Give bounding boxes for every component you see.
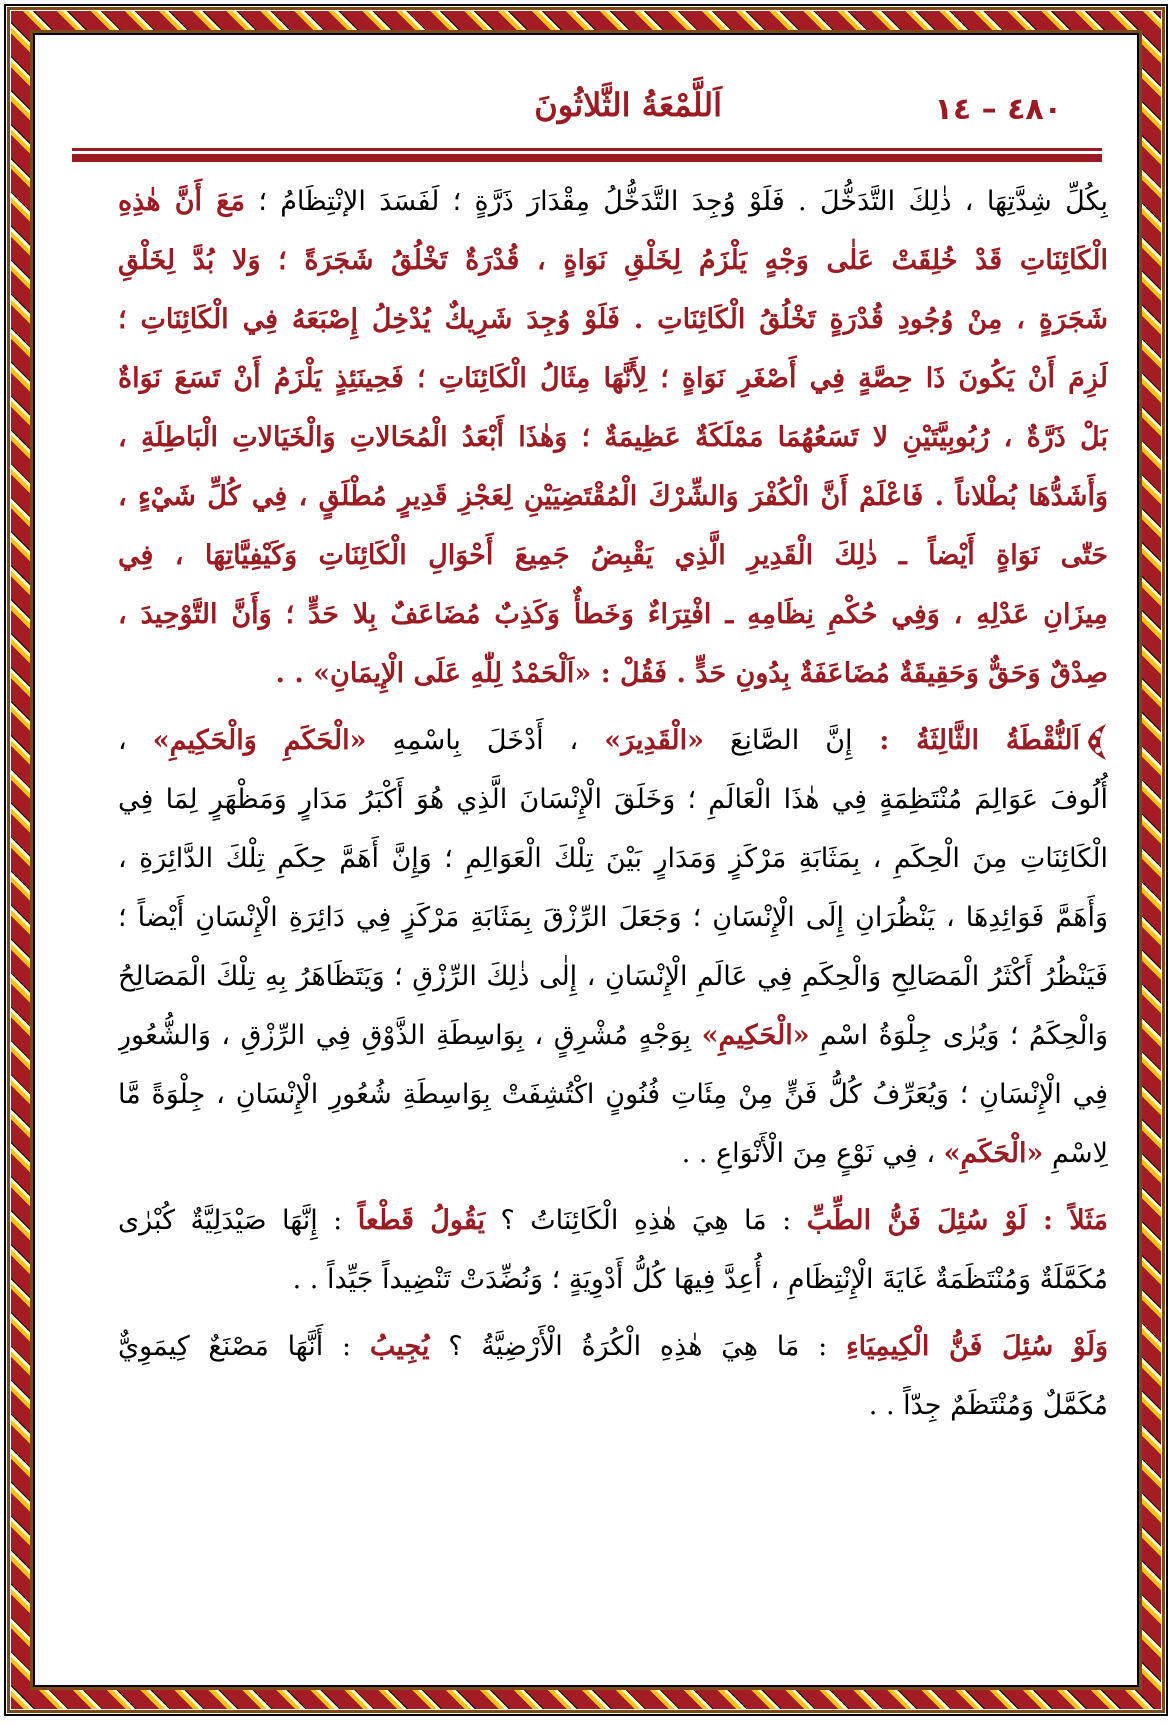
text-line xyxy=(118,349,1108,408)
body-text-span: : أَنَّهَا مَصْنَعٌ كِيمَوِيٌّ xyxy=(118,1331,370,1362)
text-line xyxy=(118,1317,1108,1376)
text-line xyxy=(118,1250,1108,1309)
emphasis-text: «الْحَكَمِ» xyxy=(943,1138,1044,1169)
emphasis-text: «الْحَكِيمِ» xyxy=(701,1020,810,1051)
emphasis-text: «الْقَدِيرَ» xyxy=(604,725,704,756)
emphasis-text: حَتّٰى نَوَاةٍ أَيْضاً ـ ذٰلِكَ الْقَدِيرِ الَّذِي يَقْبِضُ جَمِيعَ أَحْوَالِ الْكَائِنَاتِ وَكَيْفِيَّاتِهَا ، فِي xyxy=(118,540,1108,571)
body-text-span: : إِنَّهَا صَيْدَلِيَّةٌ كُبْرٰى xyxy=(118,1205,358,1236)
body-text-span: ، xyxy=(118,725,153,756)
text-line xyxy=(118,290,1108,349)
body-text-span: بِوَجْهٍ مُشْرِقٍ ، بِوَاسِطَةِ الذَّوْقِ فِي الرِّزْقِ ، وَالشُّعُورِ xyxy=(118,1020,702,1051)
body-text-span: ، أَدْخَلَ بِاسْمِهِ xyxy=(366,725,605,756)
body-text-span: إِنَّ الصَّانِعَ xyxy=(704,725,853,756)
body-text-span: وَأَهَمَّ فَوَائِدِهَا ، يَنْظُرَانِ إِلَى الْإِنْسَانِ ؛ وَجَعَلَ الرِّزْقَ بِمَثَابَةِ مَرْكَزٍ فِي دَائِرَةِ الْإِنْسَانِ أَيْضاً ؛ xyxy=(118,902,1108,933)
emphasis-text: اَلنُّقْطَةُ الثَّالِثَةُ : xyxy=(852,725,1081,756)
emphasis-text: وَلَوْ سُئِلَ فَنُّ الْكِيمِيَاءِ xyxy=(845,1331,1108,1362)
text-line xyxy=(118,585,1108,644)
text-line xyxy=(118,172,1108,231)
body-text-span: الْكَائِنَاتِ مِنَ الْحِكَمِ ، بِمَثَابَةِ مَرْكَزٍ وَمَدَارٍ بَيْنَ تِلْكَ الْعَوَالِمِ ؛ وَإِنَّ أَهَمَّ حِكَمِ تِلْكَ الدَّائِرَةِ ، xyxy=(118,843,1108,874)
text-line xyxy=(118,644,1108,703)
paragraph-gap xyxy=(118,703,1108,711)
body-text-span: : مَا هِيَ هٰذِهِ الْكَائِنَاتُ ؟ xyxy=(485,1205,807,1236)
emphasis-text: مَعَ أَنَّ هٰذِهِ xyxy=(118,186,245,217)
page-header xyxy=(72,86,1102,136)
text-line xyxy=(118,947,1108,1006)
text-line xyxy=(118,770,1108,829)
text-line xyxy=(118,408,1108,467)
text-line xyxy=(118,888,1108,947)
emphasis-text: مِيزَانِ عَدْلِهِ ، وَفِي حُكْمِ نِظَامِهِ ـ افْتِرَاءٌ وَخَطأٌ وَكَذِبٌ مُضَاعَفٌ بِلا حَدٍّ ؛ وَأَنَّ التَّوْحِيدَ ، xyxy=(118,599,1108,630)
emphasis-text: لَزِمَ أَنْ يَكُونَ ذَا حِصَّةٍ فِي أَصْغَرِ نَوَاةٍ ؛ لِأَنَّهَا مِثَالُ الْكَائِنَاتِ ؛ فَحِينَئِذٍ يَلْزَمُ أَنْ تَسَعَ نَوَاةٌ xyxy=(118,363,1108,394)
body-text-span: مُكَمَّلَةٌ وَمُنْتَظَمَةٌ غَايَةَ الْإِنْتِظَامِ ، أُعِدَّ فِيهَا كُلُّ أَدْوِيَةٍ ؛ وَنُضِّدَتْ تَنْضِيداً جَيِّداً . . xyxy=(292,1264,1108,1295)
body-text-span: فَيَنْظُرُ أَكْثَرُ الْمَصَالِحِ وَالْحِكَمِ فِي عَالَمِ الْإِنْسَانِ ، إِلٰى ذٰلِكَ الرِّزْقِ ؛ وَيَتَظَاهَرُ بِهِ تِلْكَ الْمَصَالِحُ xyxy=(118,961,1108,992)
body-text-span: : مَا هِيَ هٰذِهِ الْكُرَةُ الْأَرْضِيَّةُ ؟ xyxy=(429,1331,846,1362)
section-ornament-icon xyxy=(1086,722,1108,762)
emphasis-text: مَثَلاً : لَوْ سُئِلَ فَنُّ الطِّبِّ xyxy=(806,1205,1108,1236)
emphasis-text: بَلْ ذَرَّةٌ ، رُبُوبِيَّتَيْنِ لا تَسَعُهُمَا مَمْلَكَةٌ عَظِيمَةٌ ؛ وَهٰذَا أَبْعَدُ الْمُحَالاتِ وَالْخَيَالاتِ الْبَاطِلَةِ ، xyxy=(118,422,1108,453)
text-line xyxy=(118,1065,1108,1124)
text-line xyxy=(118,526,1108,585)
text-line xyxy=(118,1376,1108,1435)
text-line xyxy=(118,231,1108,290)
text-line xyxy=(118,1191,1108,1250)
body-text-span: ، فِي نَوْعٍ مِنَ الْأَنْوَاعِ . . xyxy=(681,1138,944,1169)
header-rule-thick xyxy=(72,154,1102,162)
paragraph-gap xyxy=(118,1183,1108,1191)
header-rule-thin xyxy=(72,148,1102,151)
paragraph-gap xyxy=(118,1309,1108,1317)
body-text xyxy=(118,172,1108,1435)
text-line xyxy=(118,829,1108,888)
emphasis-text: صِدْقٌ وَحَقٌّ وَحَقِيقَةٌ مُضَاعَفَةٌ بِدُونِ حَدٍّ . فَقُلْ : «اَلْحَمْدُ لِلّٰهِ عَلَى الْإِيمَانِ» . . xyxy=(275,658,1108,689)
text-line xyxy=(118,711,1108,770)
text-line xyxy=(118,1124,1108,1183)
emphasis-text: «الْحَكَمِ وَالْحَكِيمِ» xyxy=(152,725,367,756)
text-line xyxy=(118,1006,1108,1065)
body-text-span: مُكَمَّلٌ وَمُنْتَظَمٌ جِدّاً . . xyxy=(868,1390,1108,1421)
body-text-span: وَالْحِكَمُ ؛ وَيُرٰى جِلْوَةُ اسْمِ xyxy=(809,1020,1108,1051)
body-text-span: لِاسْمِ xyxy=(1043,1138,1108,1169)
emphasis-text: يَقُولُ قَطْعاً xyxy=(357,1205,486,1236)
body-text-span: فِي الْإِنْسَانِ ؛ وَيُعَرِّفُ كُلُّ فَنٍّ مِنْ مِئَاتِ فُنُونٍ اكْتُشِفَتْ بِوَاسِطَةِ شُعُورِ الْإِنْسَانِ ، جِلْوَةً مَّا xyxy=(118,1079,1108,1110)
emphasis-text: وَأَشَدُّهَا بُطْلاناً . فَاعْلَمْ أَنَّ الْكُفْرَ وَالشِّرْكَ الْمُقْتَضِيَيْنِ لِعَجْزِ قَدِيرٍ مُطْلَقٍ ، فِي كُلِّ شَيْءٍ ، xyxy=(118,481,1108,512)
chapter-title: اَللَّمْعَةُ الثَّلاثُونَ xyxy=(534,86,722,124)
page-number: ٤٨٠ – ١٤ xyxy=(934,92,1062,127)
emphasis-text: يُجِيبُ xyxy=(369,1331,430,1362)
body-text-span: أُلُوفَ عَوَالِمَ مُنْتَظِمَةٍ فِي هٰذَا الْعَالَمِ ؛ وَخَلَقَ الْإِنْسَانَ الَّذِي هُوَ أَكْبَرُ مَدَارٍ وَمَظْهَرٍ لِمَا فِي xyxy=(118,784,1108,815)
text-line xyxy=(118,467,1108,526)
body-text-span: بِكُلِّ شِدَّتِهَا ، ذٰلِكَ التَّدَخُّلَ . فَلَوْ وُجِدَ التَّدَخُّلُ مِقْدَارَ ذَرَّةٍ ؛ لَفَسَدَ الإنْتِظَامُ ؛ xyxy=(245,186,1108,217)
emphasis-text: الْكَائِنَاتِ قَدْ خُلِقَتْ عَلٰى وَجْهٍ يَلْزَمُ لِخَلْقِ نَوَاةٍ ، قُدْرَةٌ تَخْلُقُ شَجَرَةً ؛ وَلا بُدَّ لِخَلْقِ xyxy=(118,245,1108,276)
emphasis-text: شَجَرَةٍ ، مِنْ وُجُودِ قُدْرَةٍ تَخْلُقُ الْكَائِنَاتِ . فَلَوْ وُجِدَ شَرِيكٌ يُدْخِلُ إِصْبَعَهُ فِي الْكَائِنَاتِ ؛ xyxy=(118,304,1108,335)
